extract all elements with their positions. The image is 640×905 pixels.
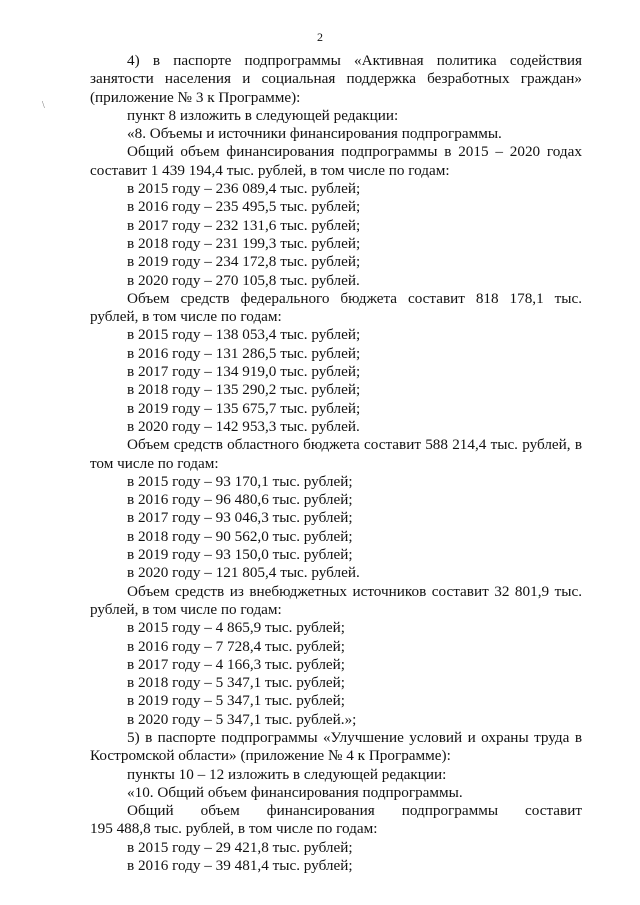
page-number: 2 bbox=[317, 30, 323, 44]
s4-extrabudgetary-year-2018: в 2018 году – 5 347,1 тыс. рублей; bbox=[127, 674, 345, 692]
s4-regional-year-2018: в 2018 году – 90 562,0 тыс. рублей; bbox=[127, 527, 353, 545]
s4-regional-year-2019: в 2019 году – 93 150,0 тыс. рублей; bbox=[127, 546, 353, 564]
s4-total-year-2018: в 2018 году – 231 199,3 тыс. рублей; bbox=[127, 234, 361, 252]
section-4-intro-line-2: занятости населения и социальная поддержка безработных граждан» bbox=[90, 70, 582, 88]
s4-regional-year-2015: в 2015 году – 93 170,1 тыс. рублей; bbox=[127, 472, 353, 490]
s5-total-line-2: 195 488,8 тыс. рублей, в том числе по годам: bbox=[90, 820, 378, 838]
s4-total-year-2016: в 2016 году – 235 495,5 тыс. рублей; bbox=[127, 198, 361, 216]
s4-extrabudgetary-year-2017: в 2017 году – 4 166,3 тыс. рублей; bbox=[127, 655, 345, 673]
s4-extrabudgetary-year-2020: в 2020 году – 5 347,1 тыс. рублей.»; bbox=[127, 710, 357, 728]
s4-regional-line-2: том числе по годам: bbox=[90, 454, 219, 472]
s4-extrabudgetary-year-2019: в 2019 году – 5 347,1 тыс. рублей; bbox=[127, 692, 345, 710]
section-5-item-heading: «10. Общий объем финансирования подпрограммы. bbox=[127, 783, 463, 801]
s5-total-year-2015: в 2015 году – 29 421,8 тыс. рублей; bbox=[127, 838, 353, 856]
s4-federal-line-1: Объем средств федерального бюджета составит 818 178,1 тыс. bbox=[127, 289, 582, 307]
margin-mark: \ bbox=[42, 100, 45, 111]
s4-total-line-2: составит 1 439 194,4 тыс. рублей, в том числе по годам: bbox=[90, 161, 450, 179]
document-body bbox=[90, 52, 582, 875]
s4-total-year-2015: в 2015 году – 236 089,4 тыс. рублей; bbox=[127, 180, 361, 198]
section-4-intro-line-3: (приложение № 3 к Программе): bbox=[90, 88, 301, 106]
s4-federal-year-2020: в 2020 году – 142 953,3 тыс. рублей. bbox=[127, 417, 360, 435]
s4-federal-line-2: рублей, в том числе по годам: bbox=[90, 308, 282, 326]
s4-total-line-1: Общий объем финансирования подпрограммы в 2015 – 2020 годах bbox=[127, 143, 582, 161]
s4-regional-year-2017: в 2017 году – 93 046,3 тыс. рублей; bbox=[127, 509, 353, 527]
s5-total-year-2016: в 2016 году – 39 481,4 тыс. рублей; bbox=[127, 857, 353, 875]
s4-federal-year-2015: в 2015 году – 138 053,4 тыс. рублей; bbox=[127, 326, 361, 344]
s4-federal-year-2018: в 2018 году – 135 290,2 тыс. рублей; bbox=[127, 381, 361, 399]
s4-extrabudgetary-year-2015: в 2015 году – 4 865,9 тыс. рублей; bbox=[127, 619, 345, 637]
section-4-instruction: пункт 8 изложить в следующей редакции: bbox=[127, 106, 399, 124]
s4-total-year-2020: в 2020 году – 270 105,8 тыс. рублей. bbox=[127, 271, 360, 289]
section-5-instruction: пункты 10 – 12 изложить в следующей редакции: bbox=[127, 765, 447, 783]
section-5-intro-line-1: 5) в паспорте подпрограммы «Улучшение условий и охраны труда в bbox=[127, 728, 582, 746]
s4-extrabudgetary-line-2: рублей, в том числе по годам: bbox=[90, 600, 282, 618]
s4-federal-year-2017: в 2017 году – 134 919,0 тыс. рублей; bbox=[127, 363, 361, 381]
section-4-item-heading: «8. Объемы и источники финансирования подпрограммы. bbox=[127, 125, 502, 143]
section-5-intro-line-2: Костромской области» (приложение № 4 к Программе): bbox=[90, 747, 451, 765]
s4-total-year-2017: в 2017 году – 232 131,6 тыс. рублей; bbox=[127, 216, 361, 234]
s4-federal-year-2019: в 2019 году – 135 675,7 тыс. рублей; bbox=[127, 399, 361, 417]
s4-extrabudgetary-year-2016: в 2016 году – 7 728,4 тыс. рублей; bbox=[127, 637, 345, 655]
s4-extrabudgetary-line-1: Объем средств из внебюджетных источников составит 32 801,9 тыс. bbox=[127, 582, 582, 600]
section-4-intro-line-1: 4) в паспорте подпрограммы «Активная политика содействия bbox=[127, 52, 582, 69]
s4-total-year-2019: в 2019 году – 234 172,8 тыс. рублей; bbox=[127, 253, 361, 271]
s5-total-line-1: Общий объем финансирования подпрограммы составит bbox=[127, 802, 582, 820]
s4-regional-year-2016: в 2016 году – 96 480,6 тыс. рублей; bbox=[127, 491, 353, 509]
s4-federal-year-2016: в 2016 году – 131 286,5 тыс. рублей; bbox=[127, 344, 361, 362]
s4-regional-year-2020: в 2020 году – 121 805,4 тыс. рублей. bbox=[127, 564, 360, 582]
s4-regional-line-1: Объем средств областного бюджета составит 588 214,4 тыс. рублей, в bbox=[127, 436, 582, 454]
